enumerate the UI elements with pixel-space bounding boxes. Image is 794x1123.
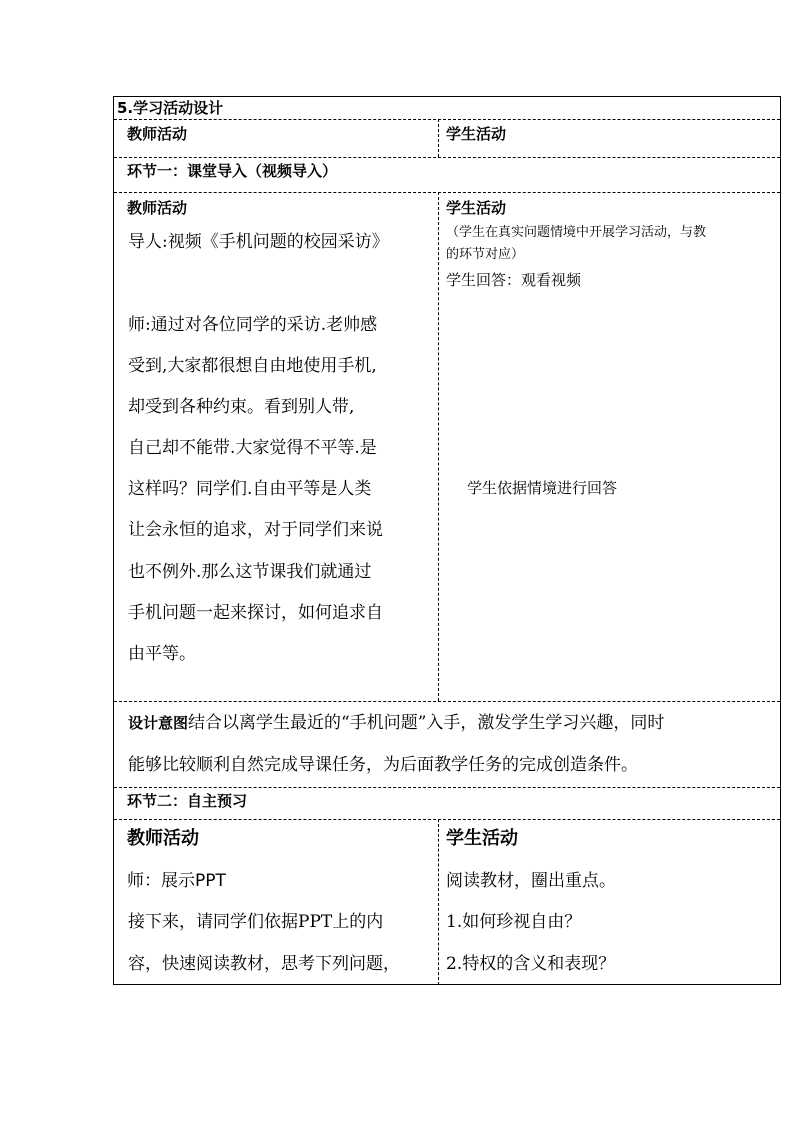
part1-title: 环节一：课堂导入（视频导入）: [127, 162, 338, 180]
rule-after-part1-body: [114, 701, 780, 702]
design-intent-line1: [128, 715, 664, 732]
part1-student-heading: 学生活动: [446, 199, 507, 217]
part1-student-reply: 学生依据情境进行回答: [467, 479, 618, 497]
part1-student-note: （学生在真实问题情境中开展学习活动，与教: [446, 225, 707, 240]
part1-teacher-line: 由平等。: [128, 644, 196, 664]
part1-teacher-heading: 教师活动: [127, 199, 188, 217]
part2-student-line: 2.特权的含义和表现？: [446, 954, 616, 974]
part1-teacher-line: 却受到各种约束。看到别人带,: [128, 397, 355, 417]
rule-after-part1-title: [114, 192, 780, 193]
part1-teacher-line: 这样吗？同学们.自由平等是人类: [128, 479, 372, 499]
design-intent-text: 结合以离学生最近的“手机问题”入手，激发学生学习兴趣，同时: [188, 713, 665, 733]
part1-student-answer: 学生回答：观看视频: [446, 271, 582, 289]
part2-student-heading: 学生活动: [446, 828, 518, 849]
part1-teacher-line: 让会永恒的追求，对于同学们来说: [128, 520, 383, 540]
part1-student-note-cont: 的环节对应）: [446, 247, 525, 262]
header-student: 学生活动: [446, 125, 507, 143]
part2-title: 环节二：自主预习: [127, 792, 248, 810]
part2-teacher-line: 接下来，请同学们依据PPT上的内: [128, 912, 384, 932]
part1-teacher-line: 自己却不能带.大家觉得不平等.是: [128, 438, 377, 458]
design-intent-line2: 能够比较顺利自然完成导课任务，为后面教学任务的完成创造条件。: [128, 755, 638, 775]
part2-student-line: 阅读教材，圈出重点。: [446, 871, 616, 891]
rule-after-title: [114, 119, 780, 120]
part1-teacher-line: 手机问题一起来探讨，如何追求自: [128, 603, 383, 623]
part2-teacher-sub: 师：展示PPT: [127, 871, 226, 891]
col-divider-part2: [438, 819, 439, 985]
part1-teacher-line: 也不例外.那么这节课我们就通过: [128, 562, 372, 582]
col-divider-part1: [438, 192, 439, 701]
part2-teacher-line: 容，快速阅读教材，思考下列问题，: [128, 954, 400, 974]
part1-teacher-line: 师:通过对各位同学的采访.老帅感: [128, 315, 378, 335]
rule-after-header: [114, 157, 780, 158]
rule-after-design: [114, 787, 780, 788]
rule-after-part2-title: [114, 819, 780, 820]
header-teacher: 教师活动: [127, 125, 188, 143]
part2-student-line: 1.如何珍视自由？: [446, 912, 582, 932]
design-intent-label: 设计意图: [128, 714, 189, 732]
part2-teacher-heading: 教师活动: [127, 828, 199, 849]
part1-teacher-line: 受到,大家都很想自由地使用手机,: [128, 356, 377, 376]
section-title: 5.学习活动设计: [117, 99, 224, 117]
part1-teacher-line: 导人:视频《手机问题的校园采访》: [128, 232, 389, 252]
col-divider-header: [438, 119, 439, 157]
